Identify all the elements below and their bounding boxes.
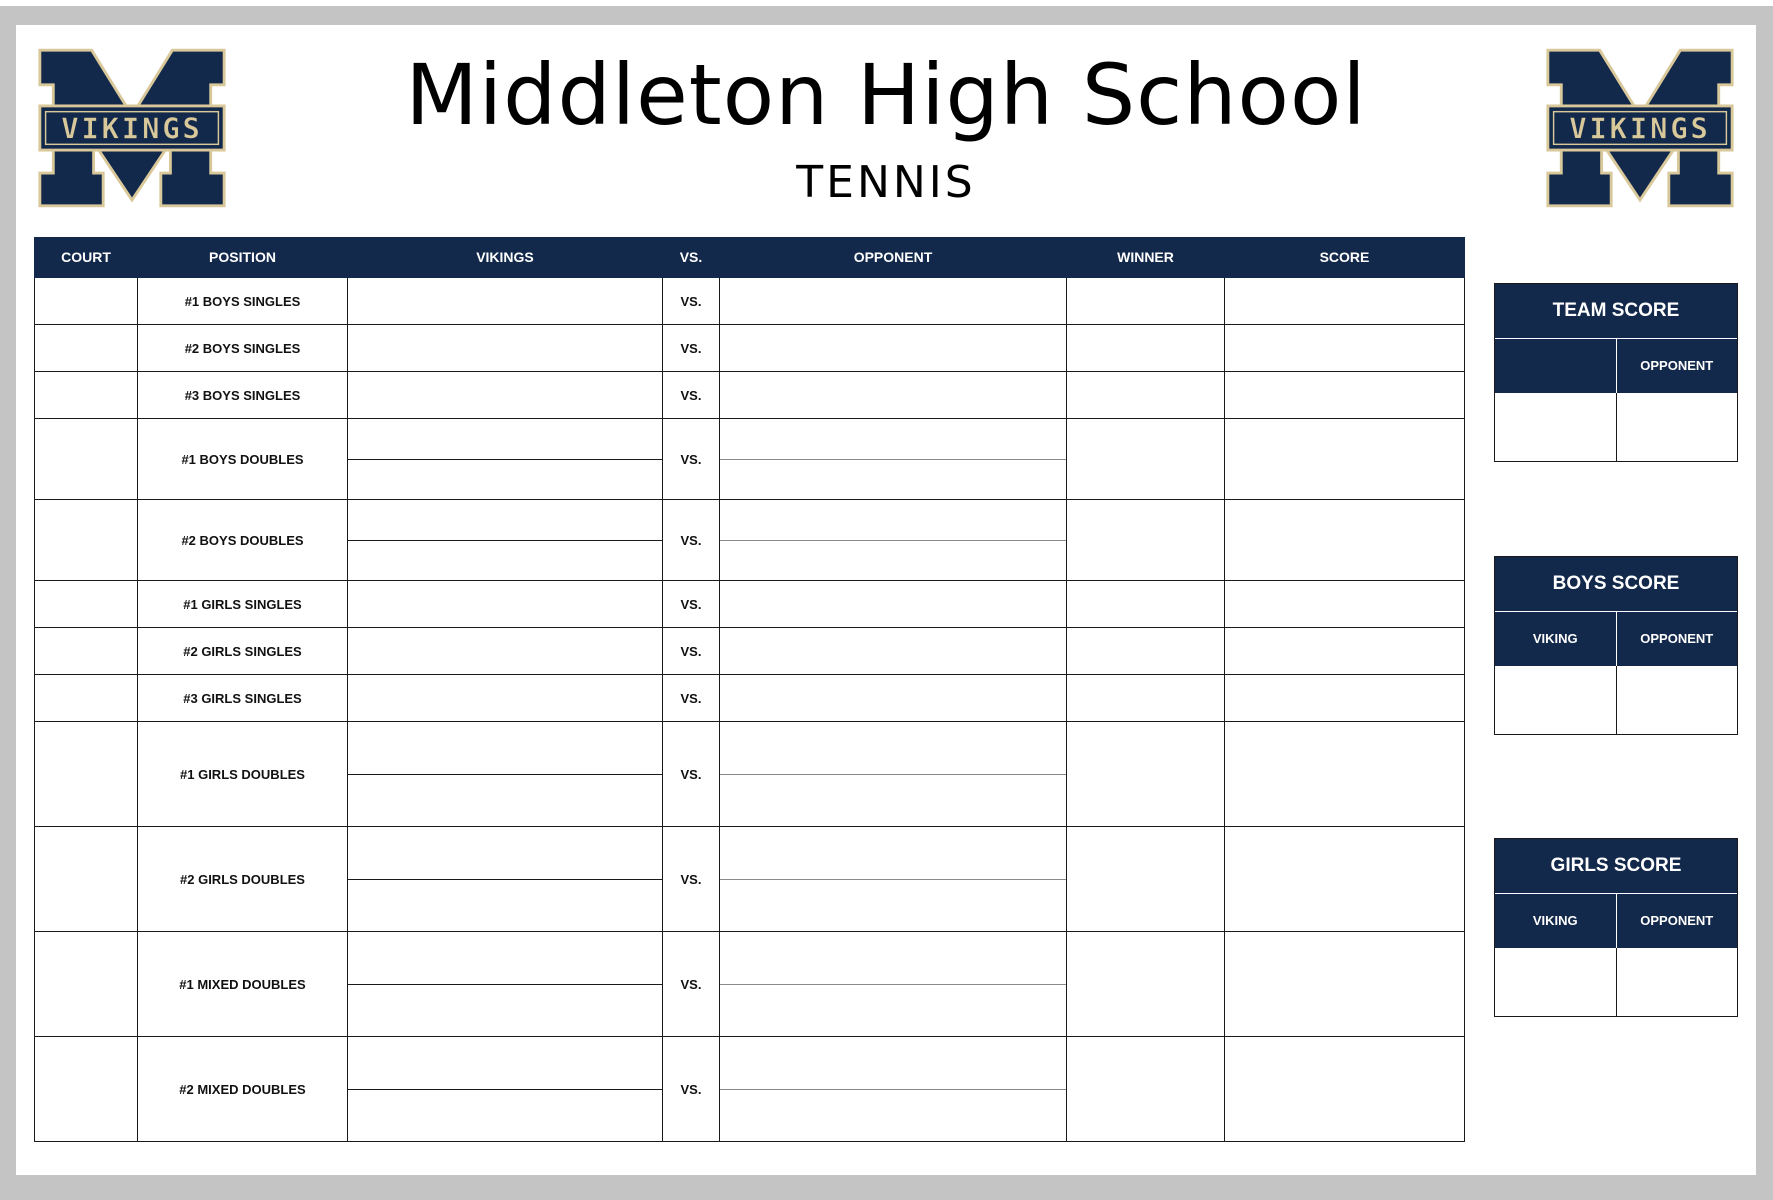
vikings-player-cell[interactable] (348, 372, 663, 419)
doubles-divider (348, 774, 662, 775)
match-table (34, 237, 1465, 1142)
opponent-player-cell[interactable] (720, 278, 1067, 325)
vs-label: VS. (663, 581, 720, 628)
vs-label: VS. (663, 325, 720, 372)
scoreboard (16, 25, 1756, 1175)
doubles-divider (348, 459, 662, 460)
boys-score-box (1494, 556, 1738, 735)
doubles-divider (720, 459, 1066, 460)
score-cell[interactable] (1225, 827, 1465, 932)
score-cell[interactable] (1225, 1037, 1465, 1142)
court-cell[interactable] (35, 372, 138, 419)
vikings-player-cell[interactable] (348, 722, 663, 827)
score-cell[interactable] (1225, 722, 1465, 827)
opponent-player-cell[interactable] (720, 722, 1067, 827)
match-row (35, 628, 1465, 675)
vs-label: VS. (663, 722, 720, 827)
winner-cell[interactable] (1067, 722, 1225, 827)
boys-score-opponent-label: OPPONENT (1616, 612, 1738, 666)
position-label: #1 MIXED DOUBLES (138, 932, 348, 1037)
vikings-player-cell[interactable] (348, 628, 663, 675)
opponent-player-cell[interactable] (720, 581, 1067, 628)
vikings-player-cell[interactable] (348, 419, 663, 500)
girls-score-viking-label: VIKING (1495, 894, 1616, 948)
winner-cell[interactable] (1067, 932, 1225, 1037)
score-cell[interactable] (1225, 419, 1465, 500)
match-row (35, 581, 1465, 628)
score-cell[interactable] (1225, 278, 1465, 325)
vs-label: VS. (663, 827, 720, 932)
vs-label: VS. (663, 278, 720, 325)
vs-label: VS. (663, 675, 720, 722)
boys-score-opponent-cell[interactable] (1616, 666, 1738, 734)
doubles-divider (348, 984, 662, 985)
match-row (35, 1037, 1465, 1142)
col-header-vikings: VIKINGS (348, 237, 663, 278)
team-score-vikings-label (1495, 339, 1616, 393)
vs-label: VS. (663, 372, 720, 419)
team-score-title: TEAM SCORE (1495, 284, 1737, 339)
vs-label: VS. (663, 500, 720, 581)
vikings-player-cell[interactable] (348, 325, 663, 372)
match-row (35, 722, 1465, 827)
court-cell[interactable] (35, 675, 138, 722)
col-header-score: SCORE (1225, 237, 1465, 278)
vs-label: VS. (663, 628, 720, 675)
col-header-position: POSITION (138, 237, 348, 278)
winner-cell[interactable] (1067, 827, 1225, 932)
winner-cell[interactable] (1067, 581, 1225, 628)
opponent-player-cell[interactable] (720, 827, 1067, 932)
match-row (35, 419, 1465, 500)
opponent-player-cell[interactable] (720, 1037, 1067, 1142)
school-title: Middleton High School (405, 46, 1367, 144)
vs-label: VS. (663, 932, 720, 1037)
winner-cell[interactable] (1067, 325, 1225, 372)
doubles-divider (720, 540, 1066, 541)
vikings-player-cell[interactable] (348, 827, 663, 932)
doubles-divider (720, 774, 1066, 775)
position-label: #1 BOYS DOUBLES (138, 419, 348, 500)
position-label: #3 GIRLS SINGLES (138, 675, 348, 722)
match-row (35, 500, 1465, 581)
vs-label: VS. (663, 419, 720, 500)
girls-score-title: GIRLS SCORE (1495, 839, 1737, 894)
girls-score-viking-cell[interactable] (1495, 948, 1616, 1016)
score-cell[interactable] (1225, 581, 1465, 628)
court-cell[interactable] (35, 419, 138, 500)
position-label: #1 GIRLS SINGLES (138, 581, 348, 628)
score-cell[interactable] (1225, 500, 1465, 581)
vikings-player-cell[interactable] (348, 932, 663, 1037)
court-cell[interactable] (35, 581, 138, 628)
opponent-player-cell[interactable] (720, 932, 1067, 1037)
col-header-vs: VS. (663, 237, 720, 278)
col-header-court: COURT (35, 237, 138, 278)
score-cell[interactable] (1225, 628, 1465, 675)
col-header-winner: WINNER (1067, 237, 1225, 278)
doubles-divider (720, 1089, 1066, 1090)
winner-cell[interactable] (1067, 628, 1225, 675)
boys-score-title: BOYS SCORE (1495, 557, 1737, 612)
vikings-player-cell[interactable] (348, 500, 663, 581)
vikings-player-cell[interactable] (348, 581, 663, 628)
doubles-divider (348, 879, 662, 880)
match-row (35, 827, 1465, 932)
team-score-opponent-cell[interactable] (1616, 393, 1738, 461)
position-label: #2 GIRLS SINGLES (138, 628, 348, 675)
opponent-player-cell[interactable] (720, 419, 1067, 500)
score-cell[interactable] (1225, 932, 1465, 1037)
winner-cell[interactable] (1067, 500, 1225, 581)
doubles-divider (720, 879, 1066, 880)
court-cell[interactable] (35, 628, 138, 675)
opponent-player-cell[interactable] (720, 628, 1067, 675)
boys-score-viking-label: VIKING (1495, 612, 1616, 666)
winner-cell[interactable] (1067, 278, 1225, 325)
vikings-player-cell[interactable] (348, 278, 663, 325)
vikings-player-cell[interactable] (348, 675, 663, 722)
court-cell[interactable] (35, 827, 138, 932)
opponent-player-cell[interactable] (720, 325, 1067, 372)
match-row (35, 278, 1465, 325)
position-label: #1 BOYS SINGLES (138, 278, 348, 325)
logo-wordmark: VIKINGS (1569, 111, 1711, 146)
doubles-divider (348, 1089, 662, 1090)
court-cell[interactable] (35, 500, 138, 581)
score-cell[interactable] (1225, 372, 1465, 419)
doubles-divider (720, 984, 1066, 985)
match-table-header (35, 237, 1465, 278)
winner-cell[interactable] (1067, 1037, 1225, 1142)
match-row (35, 675, 1465, 722)
boys-score-viking-cell[interactable] (1495, 666, 1616, 734)
court-cell[interactable] (35, 932, 138, 1037)
winner-cell[interactable] (1067, 419, 1225, 500)
vs-label: VS. (663, 1037, 720, 1142)
position-label: #1 GIRLS DOUBLES (138, 722, 348, 827)
position-label: #2 GIRLS DOUBLES (138, 827, 348, 932)
position-label: #2 MIXED DOUBLES (138, 1037, 348, 1142)
court-cell[interactable] (35, 1037, 138, 1142)
match-row (35, 325, 1465, 372)
score-cell[interactable] (1225, 675, 1465, 722)
team-score-opponent-label: OPPONENT (1616, 339, 1738, 393)
opponent-player-cell[interactable] (720, 675, 1067, 722)
girls-score-opponent-cell[interactable] (1616, 948, 1738, 1016)
court-cell[interactable] (35, 722, 138, 827)
vikings-player-cell[interactable] (348, 1037, 663, 1142)
opponent-player-cell[interactable] (720, 372, 1067, 419)
team-score-vikings-cell[interactable] (1495, 393, 1616, 461)
girls-score-opponent-label: OPPONENT (1616, 894, 1738, 948)
position-label: #2 BOYS DOUBLES (138, 500, 348, 581)
col-header-opponent: OPPONENT (720, 237, 1067, 278)
position-label: #3 BOYS SINGLES (138, 372, 348, 419)
opponent-player-cell[interactable] (720, 500, 1067, 581)
match-row (35, 372, 1465, 419)
logo-wordmark: VIKINGS (61, 111, 203, 146)
court-cell[interactable] (35, 278, 138, 325)
score-cell[interactable] (1225, 325, 1465, 372)
court-cell[interactable] (35, 325, 138, 372)
position-label: #2 BOYS SINGLES (138, 325, 348, 372)
winner-cell[interactable] (1067, 675, 1225, 722)
girls-score-box (1494, 838, 1738, 1017)
team-score-box (1494, 283, 1738, 462)
sport-title: TENNIS (796, 157, 976, 208)
match-row (35, 932, 1465, 1037)
winner-cell[interactable] (1067, 372, 1225, 419)
doubles-divider (348, 540, 662, 541)
